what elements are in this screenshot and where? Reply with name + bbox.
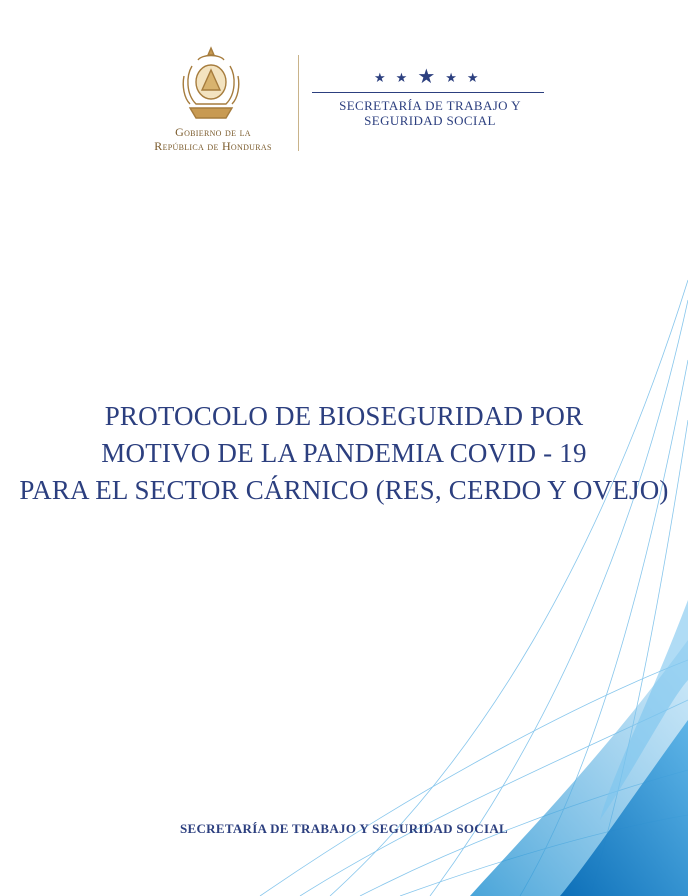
footer-ministry-name: SECRETARÍA DE TRABAJO Y SEGURIDAD SOCIAL	[179, 821, 509, 836]
star-icon: ★	[466, 69, 479, 85]
five-stars-icon	[374, 68, 479, 86]
coat-of-arms-icon	[180, 46, 242, 122]
title-line-3: PARA EL SECTOR CÁRNICO (RES, CERDO Y OVEJO)	[19, 475, 669, 505]
title-line-2: MOTIVO DE LA PANDEMIA COVID - 19	[101, 438, 587, 468]
header	[0, 0, 688, 170]
star-icon: ★	[417, 66, 436, 88]
header-divider	[298, 55, 299, 151]
ministry-rule	[312, 92, 544, 93]
document-title	[0, 398, 688, 509]
star-icon: ★	[374, 69, 386, 85]
ministry-name-line-1: SECRETARÍA DE TRABAJO Y	[339, 98, 521, 113]
title-line-1: PROTOCOLO DE BIOSEGURIDAD POR	[104, 401, 584, 431]
government-name-line-2: República de Honduras	[154, 139, 272, 153]
star-icon: ★	[445, 69, 457, 85]
ministry-name-line-2: SEGURIDAD SOCIAL	[364, 113, 496, 128]
star-icon: ★	[395, 69, 408, 85]
government-name-line-1: Gobierno de la	[175, 125, 251, 139]
